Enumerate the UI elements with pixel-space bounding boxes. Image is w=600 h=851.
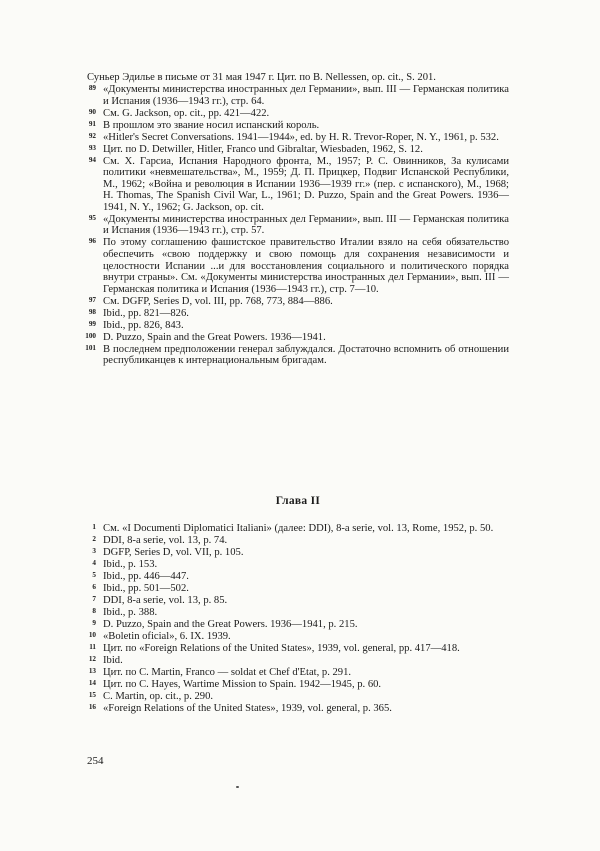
footnote [87, 619, 509, 631]
footnote [87, 607, 509, 619]
footnote-number: 100 [85, 331, 96, 340]
footnote-text: См. «I Documenti Diplomatici Italiani» (далее: DDI), 8-a serie, vol. 13, Rome, 1952, p. 50. [103, 523, 494, 534]
footnote-text: Ibid., pp. 501—502. [103, 582, 189, 594]
footnote-text: «Документы министерства иностранных дел Германии», вып. III — Германская политика и Испания (1936—1943 гг.), стр. 57. [103, 213, 509, 237]
footnote-text: Цит. по «Foreign Relations of the United States», 1939, vol. general, pp. 417—418. [103, 642, 460, 654]
footnote-text: Ibid. [103, 654, 123, 666]
footnote-text: В последнем предположении генерал заблуждался. Достаточно вспомнить об отношении республиканцев к интернациональным бригадам. [103, 343, 509, 367]
footnote-number: 94 [88, 155, 96, 164]
footnote-text: Ibid., pp. 446—447. [103, 570, 189, 582]
footnote-number: 91 [88, 119, 96, 128]
footnote-number: 11 [89, 642, 96, 651]
footnote [87, 523, 509, 535]
footnote-text: Ibid., p. 153. [103, 558, 158, 570]
footnote [87, 703, 509, 715]
footnote-text: Цит. по D. Detwiller, Hitler, Franco und Gibraltar, Wiesbaden, 1962, S. 12. [103, 143, 423, 155]
footnote-text: DGFP, Series D, vol. VII, p. 105. [103, 546, 244, 558]
footnote-text: DDI, 8-a serie, vol. 13, p. 74. [103, 534, 228, 546]
footnote [87, 120, 509, 132]
footnote-number: 12 [88, 654, 96, 663]
footnotes-chapter-1 [87, 72, 509, 367]
footnote-number: 98 [88, 307, 96, 316]
footnote-number: 16 [88, 702, 96, 711]
footnote [87, 332, 509, 344]
footnote-number: 4 [92, 558, 96, 567]
footnote-number: 7 [92, 594, 96, 603]
footnote-number: 14 [88, 678, 96, 687]
footnote-text: D. Puzzo, Spain and the Great Powers. 1936—1941. [103, 331, 326, 343]
footnote-number: 6 [92, 582, 96, 591]
footnote-text: D. Puzzo, Spain and the Great Powers. 1936—1941, p. 215. [103, 618, 358, 630]
footnote [87, 308, 509, 320]
footnote-text: В прошлом это звание носил испанский король. [103, 119, 320, 131]
footnote [87, 691, 509, 703]
footnote-number: 92 [88, 131, 96, 140]
footnote [87, 643, 509, 655]
chapter-heading: Глава II [275, 495, 321, 507]
footnote-text: Ibid., p. 388. [103, 606, 158, 618]
footnote-number: 90 [88, 107, 96, 116]
footnote [87, 237, 509, 295]
page-number: 254 [87, 755, 104, 767]
footnote [87, 72, 509, 84]
footnote [87, 344, 509, 367]
footnote-text: Ibid., pp. 821—826. [103, 307, 189, 319]
footnote [87, 667, 509, 679]
footnote-number: 3 [92, 546, 96, 555]
footnote-text: Ibid., pp. 826, 843. [103, 319, 184, 331]
footnote-number: 8 [92, 606, 96, 615]
footnote-text: По этому соглашению фашистское правительство Италии взяло на себя обязательство обеспечить «свою поддержку и свою помощь для сохранения независимости и целостности Испании ...и для восстановления социального и политического порядка внутри страны». См. «Документы министерства иностранных дел Германии», вып. III — Германская политика и Испания (1936—1943 гг.), стр. 7—10. [103, 237, 509, 295]
footnote [87, 571, 509, 583]
footnote [87, 132, 509, 144]
footnote-text: DDI, 8-a serie, vol. 13, p. 85. [103, 594, 228, 606]
footnote [87, 547, 509, 559]
footnote-number: 2 [92, 534, 96, 543]
footnote-text: См. G. Jackson, op. cit., pp. 421—422. [103, 107, 270, 119]
footnote-number: 15 [88, 690, 96, 699]
footnote [87, 84, 509, 107]
footnote-number: 99 [88, 319, 96, 328]
footnote [87, 631, 509, 643]
footnote-text: См. DGFP, Series D, vol. III, pp. 768, 773, 884—886. [103, 295, 333, 307]
footnote-text: C. Martin, op. cit., p. 290. [103, 690, 214, 702]
footnote [87, 679, 509, 691]
footnote-number: 93 [88, 143, 96, 152]
footnote-number: 95 [88, 213, 96, 222]
footnote-number: 101 [85, 343, 96, 352]
footnote [87, 535, 509, 547]
footnote [87, 108, 509, 120]
print-speck [236, 786, 239, 788]
footnote [87, 144, 509, 156]
footnote-number: 9 [92, 618, 96, 627]
footnote-text: «Hitler's Secret Conversations. 1941—1944», ed. by H. R. Trevor-Roper, N. Y., 1961, p. 532. [103, 131, 499, 143]
footnote-text: Суньер Эдилье в письме от 31 мая 1947 г. Цит. по B. Nellessen, op. cit., S. 201. [87, 72, 436, 83]
footnote-text: «Foreign Relations of the United States», 1939, vol. general, p. 365. [103, 702, 392, 714]
footnote [87, 583, 509, 595]
footnote-text: «Boletin oficial», 6. IX. 1939. [103, 630, 231, 642]
footnote-text: Цит. по C. Hayes, Wartime Mission to Spain. 1942—1945, p. 60. [103, 678, 382, 690]
footnote-text: «Документы министерства иностранных дел Германии», вып. III — Германская политика и Испания (1936—1943 гг.), стр. 64. [103, 83, 509, 107]
footnote-number: 5 [92, 570, 96, 579]
footnotes-chapter-2 [87, 523, 509, 715]
footnote [87, 320, 509, 332]
footnote-number: 97 [88, 295, 96, 304]
footnote-text: Цит. по C. Martin, Franco — soldat et Chef d'Etat, p. 291. [103, 666, 352, 678]
footnote [87, 655, 509, 667]
footnote [87, 296, 509, 308]
footnote-text: См. X. Гарсиа, Испания Народного фронта, М., 1957; Р. С. Овинников, За кулисами политики «невмешательства», М., 1959; Д. П. Прицкер, Подвиг Испанской Республики, М., 1962; «Война и революция в Испании 1936—1939 гг.» (пер. с испанского), М., 1968; H. Thomas, The Spanish Civil War, L., 1961; D. Puzzo, Spain and the Great Powers. 1936—1941, N. Y., 1962; G. Jackson, op. cit. [103, 155, 509, 213]
footnote-number: 96 [88, 237, 96, 246]
footnote-number: 13 [88, 666, 96, 675]
footnote [87, 559, 509, 571]
footnote-number: 89 [88, 83, 96, 92]
footnote [87, 156, 509, 214]
footnote-number: 10 [88, 630, 96, 639]
footnote [87, 214, 509, 237]
footnote-number: 1 [92, 523, 96, 531]
footnote [87, 595, 509, 607]
